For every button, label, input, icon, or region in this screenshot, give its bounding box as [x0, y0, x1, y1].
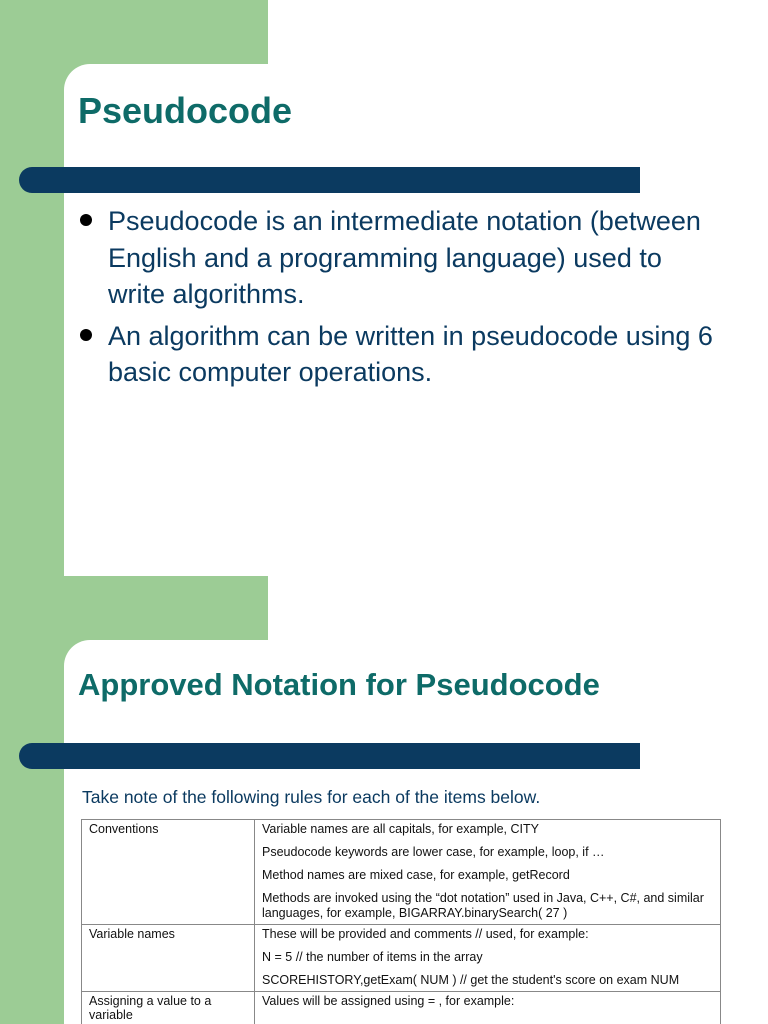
- bullet-dot-icon: [80, 329, 92, 341]
- bullet-text: An algorithm can be written in pseudocode using 6 basic computer operations.: [108, 320, 713, 387]
- description-line: Pseudocode keywords are lower case, for example, loop, if …: [262, 845, 605, 859]
- description-line: Values will be assigned using = , for example:: [262, 994, 515, 1008]
- description-cell: [255, 820, 721, 925]
- slide-title: Approved Notation for Pseudocode: [78, 667, 600, 702]
- description-line: SCOREHISTORY,getExam( NUM ) // get the student's score on exam NUM: [262, 973, 680, 987]
- description-cell: [255, 992, 721, 1024]
- table-row: [82, 820, 721, 925]
- description-line: Variable names are all capitals, for example, CITY: [262, 822, 539, 836]
- description-cell: [255, 925, 721, 992]
- title-divider-bar: [19, 743, 640, 769]
- description-line: These will be provided and comments // used, for example:: [262, 927, 589, 941]
- description-line: N = 5 // the number of items in the array: [262, 950, 483, 964]
- table-row: [82, 992, 721, 1024]
- slide-approved-notation: [0, 576, 768, 1024]
- bullet-item: [78, 203, 718, 313]
- term-cell: Conventions: [82, 820, 255, 925]
- title-divider-bar: [19, 167, 640, 193]
- table-row: [82, 925, 721, 992]
- term-cell: Assigning a value to a variable: [82, 992, 255, 1024]
- bullet-item: [78, 318, 718, 391]
- intro-text: Take note of the following rules for each of the items below.: [82, 787, 541, 807]
- term-cell: Variable names: [82, 925, 255, 992]
- bullet-dot-icon: [80, 214, 92, 226]
- description-line: Method names are mixed case, for example, getRecord: [262, 868, 570, 882]
- slide-title: Pseudocode: [78, 90, 293, 131]
- bullet-text: Pseudocode is an intermediate notation (between English and a programming language) used to write algorithms.: [108, 206, 701, 309]
- bullet-list: [78, 203, 718, 396]
- description-line: Methods are invoked using the “dot notation” used in Java, C++, C#, and similar languages, for example, BIGARRAY.binarySearch( 27 ): [262, 891, 704, 920]
- notation-rules-table: [81, 819, 721, 1024]
